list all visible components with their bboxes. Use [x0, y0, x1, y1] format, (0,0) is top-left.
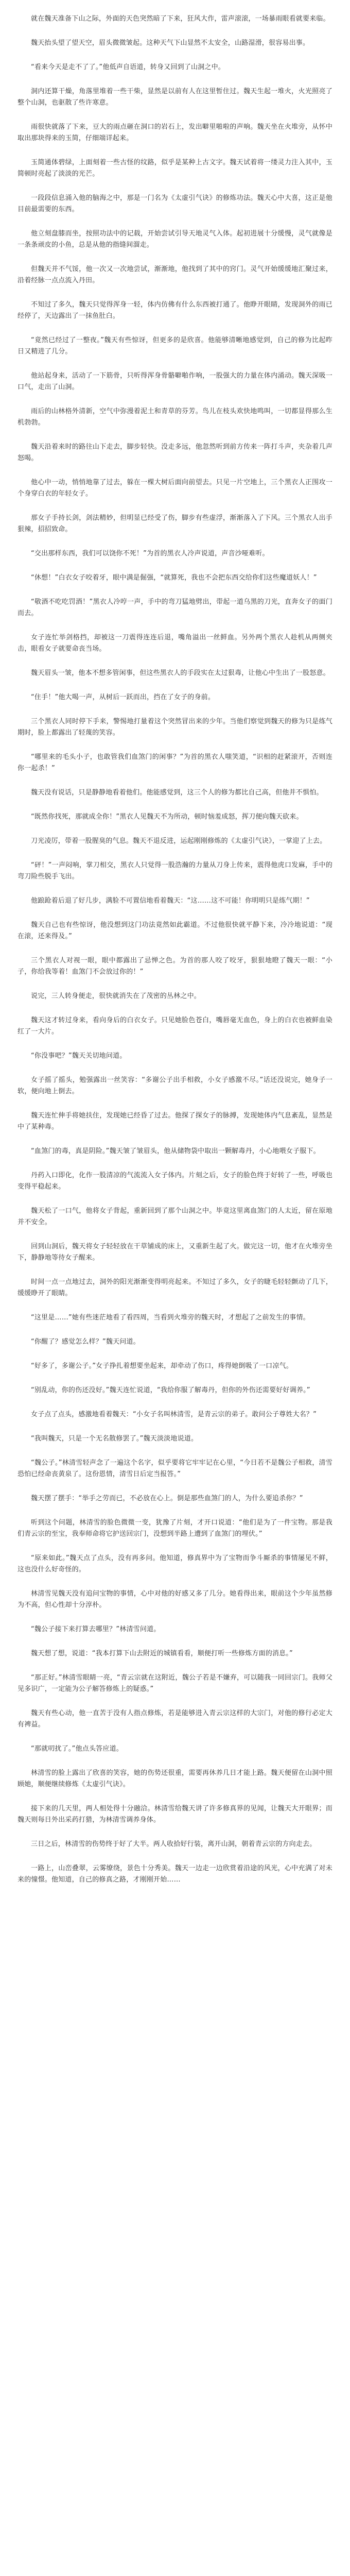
paragraph: 魏天眉头一皱，他本不想多管闲事，但这些黑衣人的手段实在太过狠毒，让他心中生出了一股怒意。 — [31, 669, 330, 677]
paragraph: 他踉跄着后退了好几步，满脸不可置信地看着魏天：“这……这不可能！你明明只是练气期！” — [31, 897, 310, 905]
paragraph: 他心中一动，悄悄地靠了过去，躲在一棵大树后面向前望去。只见一片空地上，三个黑衣人正围攻一个身穿白衣的年轻女子。 — [18, 479, 332, 498]
paragraph: “看来今天是走不了了。”他低声自语道，转身又回到了山洞之中。 — [31, 63, 225, 71]
paragraph: “原来如此。”魏天点了点头，没有再多问。他知道，修真界中为了宝物而争斗厮杀的事情屡见不鲜，这也没什么好奇怪的。 — [18, 1554, 332, 1573]
paragraph: 魏天有些心动，他一直苦于没有人指点修炼，若是能够进入青云宗这样的大宗门，对他的修行必定大有裨益。 — [18, 1709, 332, 1728]
paragraph: “我叫魏天，只是一个无名散修罢了。”魏天淡淡地说道。 — [31, 1435, 198, 1443]
paragraph: 洞内还算干燥，角落里堆着一些干柴，显然是以前有人在这里暂住过。魏天生起一堆火，火光照亮了整个山洞，也驱散了些许寒意。 — [18, 88, 332, 107]
paragraph: 三日之后，林清雪的伤势终于好了大半。两人收拾好行装，离开山洞，朝着青云宗的方向走去。 — [31, 1840, 317, 1848]
paragraph: “你醒了？感觉怎么样？”魏天问道。 — [31, 1338, 140, 1346]
paragraph: 魏天没有说话，只是静静地看着他们。他能感觉到，这三个人的修为都比自己高，但他并不惧怕。 — [31, 789, 323, 796]
paragraph: 丹药入口即化，化作一股清凉的气流流入女子体内。片刻之后，女子的脸色终于好转了一些，呼吸也变得平稳起来。 — [18, 1172, 332, 1191]
paragraph: “那正好。”林清雪眼睛一亮，“青云宗就在这附近，魏公子若是不嫌弃，可以随我一同回宗门。我师父见多识广，一定能为公子解答修炼上的疑惑。” — [18, 1674, 332, 1693]
paragraph: 雨后的山林格外清新，空气中弥漫着泥土和青草的芬芳。鸟儿在枝头欢快地鸣叫，一切都显得那么生机勃勃。 — [18, 408, 332, 427]
paragraph: 回到山洞后，魏天将女子轻轻放在干草铺成的床上，又重新生起了火。做完这一切，他才在火堆旁坐下，静静地等待女子醒来。 — [18, 1243, 332, 1262]
paragraph: “魏公子接下来打算去哪里？”林清雪问道。 — [31, 1625, 161, 1633]
paragraph: 魏天抬头望了望天空，眉头微微皱起。这种天气下山显然不太安全，山路湿滑，很容易出事。 — [31, 39, 310, 47]
paragraph: “哪里来的毛头小子，也敢管我们血煞门的闲事？”为首的黑衣人嗤笑道，“识相的赶紧滚开，否则连你一起杀！” — [18, 753, 332, 772]
paragraph: 他站起身来，活动了一下筋骨，只听得浑身骨骼噼啪作响，一股强大的力量在体内涌动。魏天深吸一口气，走出了山洞。 — [18, 372, 332, 391]
paragraph: “好多了，多谢公子。”女子挣扎着想要坐起来，却牵动了伤口，疼得她倒吸了一口凉气。 — [31, 1362, 293, 1370]
paragraph: “住手！”他大喝一声，从树后一跃而出，挡在了女子的身前。 — [31, 693, 215, 701]
paragraph: 听到这个问题，林清雪的脸色微微一变，犹豫了片刻，才开口说道：“他们是为了一件宝物。那是我们青云宗的至宝，我奉师命将它护送回宗门，没想到半路上遭到了血煞门的埋伏。” — [18, 1519, 332, 1538]
paragraph: 魏天这才转过身来，看向身后的白衣女子。只见她脸色苍白，嘴唇毫无血色，身上的白衣也被鲜血染红了一大片。 — [18, 1016, 332, 1036]
paragraph: 时间一点一点地过去，洞外的阳光渐渐变得明亮起来。不知过了多久，女子的睫毛轻轻颤动了几下，缓缓睁开了眼睛。 — [18, 1278, 332, 1297]
paragraph: 他立刻盘膝而坐，按照功法中的记载，开始尝试引导天地灵气入体。起初进展十分缓慢，灵气就像是一条条顽皮的小鱼，总是从他的指缝间溜走。 — [18, 230, 332, 249]
paragraph: 一段段信息涌入他的脑海之中，那是一门名为《太虚引气诀》的修炼功法。魏天心中大喜，这正是他目前最需要的东西。 — [18, 194, 332, 213]
paragraph: 魏天摆了摆手：“举手之劳而已，不必放在心上。倒是那些血煞门的人，为什么要追杀你？” — [31, 1495, 303, 1502]
paragraph: 女子连忙举剑格挡，却被这一刀震得连连后退，嘴角溢出一丝鲜血。另外两个黑衣人趁机从两侧夹击，眼看女子就要命丧当场。 — [18, 634, 332, 653]
paragraph: 林清雪见魏天没有追问宝物的事情，心中对他的好感又多了几分。她看得出来，眼前这个少年虽然修为不高，但心性却十分淳朴。 — [18, 1590, 332, 1609]
paragraph: 但魏天并不气馁，他一次又一次地尝试，渐渐地，他找到了其中的窍门。灵气开始缓缓地汇聚过来，沿着经脉一点点流入丹田。 — [18, 265, 332, 284]
paragraph: “血煞门的毒，真是阴险。”魏天皱了皱眉头，他从储物袋中取出一颗解毒丹，小心地喂女子服下。 — [31, 1147, 320, 1155]
paragraph: 不知过了多久，魏天只觉得浑身一轻，体内仿佛有什么东西被打通了。他睁开眼睛，发现洞外的雨已经停了，天边露出了一抹鱼肚白。 — [18, 301, 332, 320]
paragraph: “魏公子。”林清雪轻声念了一遍这个名字，似乎要将它牢牢记在心里，“今日若不是魏公子相救，清雪恐怕已经命丧黄泉了。这份恩情，清雪日后定当报答。” — [18, 1459, 332, 1478]
paragraph: “竟然已经过了一整夜。”魏天有些惊讶，但更多的是欣喜。他能够清晰地感觉到，自己的修为比起昨日又精进了几分。 — [18, 336, 332, 355]
paragraph: 林清雪的脸上露出了欣喜的笑容，她的伤势还很重，需要再休养几日才能上路。魏天便留在山洞中照顾她，顺便继续修炼《太虚引气诀》。 — [18, 1769, 332, 1788]
paragraph: 魏天沿着来时的路往山下走去，脚步轻快。没走多远，他忽然听到前方传来一阵打斗声，夹杂着几声怒喝。 — [18, 443, 332, 462]
paragraph: 就在魏天准备下山之际，外面的天色突然暗了下来，狂风大作，雷声滚滚，一场暴雨眼看就要来临。 — [31, 15, 330, 23]
paragraph: “交出那样东西，我们可以饶你不死！”为首的黑衣人冷声说道，声音沙哑难听。 — [31, 550, 269, 557]
paragraph: 女子摇了摇头，勉强露出一丝笑容：“多谢公子出手相救，小女子感激不尽。”话还没说完，她身子一软，便向地上倒去。 — [18, 1076, 332, 1095]
paragraph: “那就叨扰了。”他点头答应道。 — [31, 1745, 123, 1753]
paragraph: 三个黑衣人对视一眼，眼中都露出了忌惮之色。为首的那人咬了咬牙，狠狠地瞪了魏天一眼：“小子，你给我等着！血煞门不会放过你的！” — [18, 957, 332, 976]
paragraph: “既然你找死，那就成全你！”黑衣人见魏天不为所动，顿时恼羞成怒，挥刀便向魏天砍来。 — [31, 813, 303, 821]
paragraph: 玉简通体碧绿，上面刻着一些古怪的纹路，似乎是某种上古文字。魏天试着将一缕灵力注入其中，玉简顿时亮起了淡淡的光芒。 — [18, 159, 332, 178]
paragraph: 魏天自己也有些惊讶，他没想到这门功法竟然如此霸道。不过他很快就平静下来，冷冷地说道：“现在滚，还来得及。” — [18, 921, 332, 940]
paragraph: “敬酒不吃吃罚酒！”黑衣人冷哼一声，手中的弯刀猛地劈出，带起一道乌黑的刀光，直奔女子的面门而去。 — [18, 598, 332, 617]
paragraph: 那女子手持长剑，剑法精妙，但明显已经受了伤，脚步有些虚浮，渐渐落入了下风。三个黑衣人出手狠辣，招招致命。 — [18, 514, 332, 533]
article-body — [18, 13, 332, 1886]
paragraph: 刀光凌厉，带着一股腥臭的气息。魏天不退反进，运起刚刚修炼的《太虚引气诀》，一掌迎了上去。 — [31, 837, 327, 845]
paragraph: 女子点了点头，感激地看着魏天：“小女子名叫林清雪，是青云宗的弟子。敢问公子尊姓大名？” — [31, 1411, 317, 1418]
paragraph: “别乱动，你的伤还没好。”魏天连忙说道，“我给你服了解毒丹，但你的外伤还需要好好调养。” — [31, 1386, 310, 1394]
paragraph: 说完，三人转身便走，很快就消失在了茂密的丛林之中。 — [31, 992, 201, 1000]
paragraph: 接下来的几天里，两人相处得十分融洽。林清雪给魏天讲了许多修真界的见闻，让魏天大开眼界；而魏天则每日外出采药打猎，为林清雪调养身体。 — [18, 1805, 332, 1824]
paragraph: 魏天连忙伸手将她扶住，发现她已经昏了过去。他探了探女子的脉搏，发现她体内气息紊乱，显然是中了某种毒。 — [18, 1112, 332, 1131]
paragraph: 雨很快就落了下来，豆大的雨点砸在洞口的岩石上，发出噼里啪啦的声响。魏天坐在火堆旁，从怀中取出那块得来的玉简，仔细端详起来。 — [18, 123, 332, 142]
paragraph: “这里是……”她有些迷茫地看了看四周，当看到火堆旁的魏天时，才想起了之前发生的事情。 — [31, 1314, 310, 1321]
paragraph: “砰！”一声闷响，掌刀相交，黑衣人只觉得一股浩瀚的力量从刀身上传来，震得他虎口发麻，手中的弯刀险些脱手飞出。 — [18, 861, 332, 880]
paragraph: 魏天松了一口气，他将女子背起，重新回到了那个山洞之中。毕竟这里离血煞门的人太近，留在原地并不安全。 — [18, 1207, 332, 1226]
paragraph: 三个黑衣人同时停下手来，警惕地打量着这个突然冒出来的少年。当他们察觉到魏天的修为只是练气期时，脸上都露出了轻蔑的笑容。 — [18, 718, 332, 737]
paragraph: 魏天想了想，说道：“我本打算下山去附近的城镇看看，顺便打听一些修炼方面的消息。” — [31, 1650, 293, 1657]
paragraph: “休想！”白衣女子咬着牙，眼中满是倔强，“就算死，我也不会把东西交给你们这些魔道妖人！” — [31, 574, 317, 582]
paragraph: 一路上，山峦叠翠，云雾缭绕，景色十分秀美。魏天一边走一边欣赏着沿途的风光，心中充满了对未来的憧憬。他知道，自己的修真之路，才刚刚开始…… — [18, 1865, 332, 1884]
paragraph: “你没事吧？”魏天关切地问道。 — [31, 1052, 127, 1060]
